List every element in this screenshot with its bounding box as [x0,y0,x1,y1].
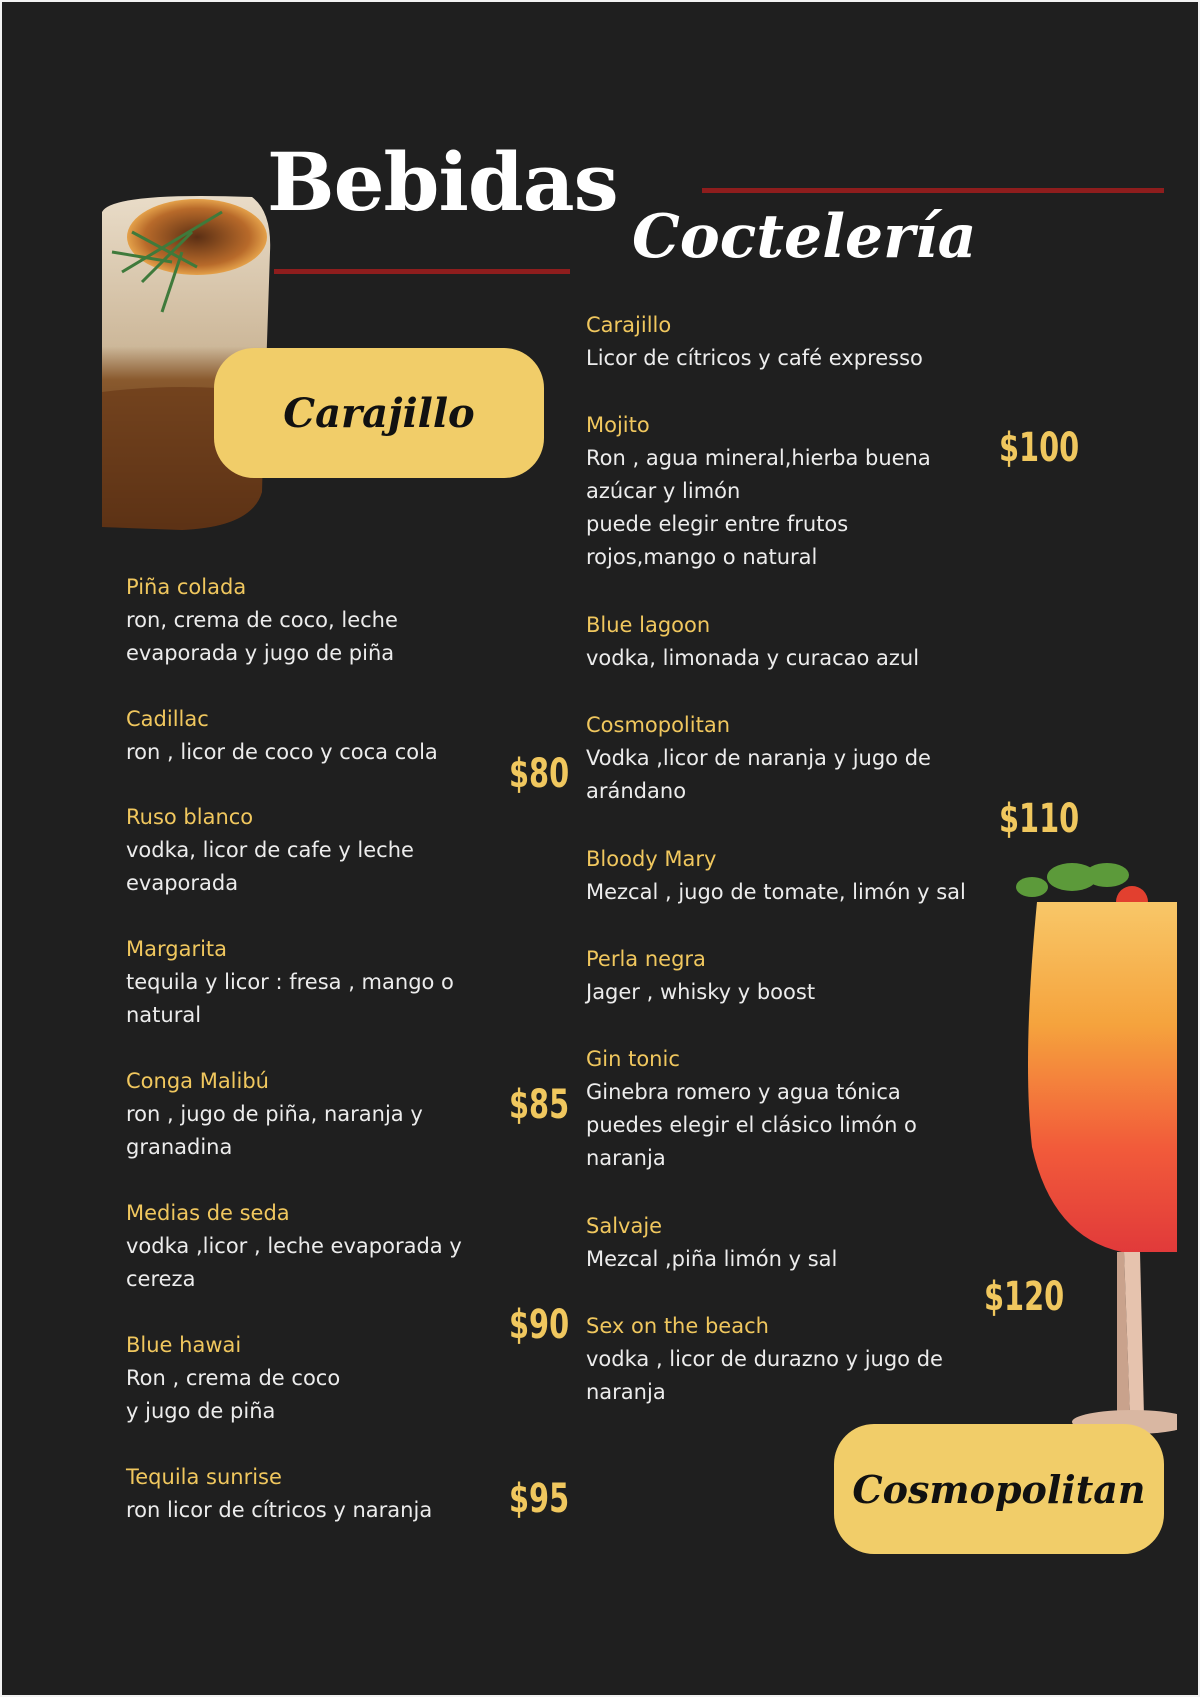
price-label: $100 [999,425,1080,471]
menu-item-name: Conga Malibú [126,1069,269,1093]
badge-carajillo [214,348,544,478]
menu-item [586,843,966,909]
menu-item [586,309,923,375]
menu-item-desc: ron , licor de coco y coca cola [126,740,438,764]
menu-item [586,1310,943,1409]
price-label: $110 [999,796,1080,842]
menu-item [126,1461,432,1527]
menu-item [586,943,815,1009]
price-label: $85 [509,1082,570,1128]
section-title: Coctelería [632,202,977,272]
menu-item-name: Cadillac [126,707,209,731]
menu-item-desc: vodka , licor de durazno y jugo de naranja [586,1347,943,1404]
menu-item-desc: Ron , crema de coco y jugo de piña [126,1366,341,1423]
menu-item-desc: vodka, licor de cafe y leche evaporada [126,838,414,895]
menu-item [126,933,454,1032]
menu-item-name: Salvaje [586,1214,663,1238]
menu-item-desc: Ron , agua mineral,hierba buena azúcar y limón puede elegir entre frutos rojos,mango o natural [586,446,931,569]
badge-cosmopolitan [834,1424,1164,1554]
price-label: $90 [509,1302,570,1348]
menu-item-desc: tequila y licor : fresa , mango o natural [126,970,454,1027]
menu-item-desc: vodka, limonada y curacao azul [586,646,920,670]
page-title: Bebidas [267,135,618,229]
menu-item [126,703,438,769]
divider-right [702,188,1164,193]
menu-item-desc: ron, crema de coco, leche evaporada y jugo de piña [126,608,398,665]
menu-item-name: Mojito [586,413,650,437]
menu-item [586,409,931,574]
menu-item-desc: ron licor de cítricos y naranja [126,1498,433,1522]
menu-item-name: Piña colada [126,575,247,599]
menu-item-name: Gin tonic [586,1047,680,1071]
price-label: $120 [984,1274,1065,1320]
menu-item-name: Blue lagoon [586,613,711,637]
menu-item-name: Cosmopolitan [586,713,731,737]
cocktail-drink-image [1012,857,1177,1457]
menu-item-name: Bloody Mary [586,847,717,871]
badge-cosmopolitan-label: Cosmopolitan [852,1466,1146,1512]
price-label: $95 [509,1476,570,1522]
badge-carajillo-label: Carajillo [283,389,475,437]
menu-item [126,1197,462,1296]
menu-page [2,2,1198,1695]
menu-item-desc: vodka ,licor , leche evaporada y cereza [126,1234,462,1291]
menu-item-desc: Mezcal , jugo de tomate, limón y sal [586,880,966,904]
menu-item-desc: Mezcal ,piña limón y sal [586,1247,838,1271]
menu-item-name: Margarita [126,937,228,961]
menu-item-desc: Jager , whisky y boost [586,980,816,1004]
menu-item-name: Sex on the beach [586,1314,769,1338]
menu-item-name: Perla negra [586,947,706,971]
menu-item-name: Carajillo [586,313,672,337]
menu-item-desc: Licor de cítricos y café expresso [586,346,923,370]
divider-left [274,269,570,274]
menu-item [586,1210,837,1276]
menu-item [126,1329,340,1428]
menu-item [126,801,414,900]
price-label: $80 [509,751,570,797]
menu-item-name: Tequila sunrise [126,1465,282,1489]
menu-item-desc: Ginebra romero y agua tónica puedes elegir el clásico limón o naranja [586,1080,917,1170]
menu-item-desc: ron , jugo de piña, naranja y granadina [126,1102,423,1159]
menu-item-name: Medias de seda [126,1201,290,1225]
menu-item [586,1043,917,1175]
menu-item [586,709,931,808]
menu-item [126,571,398,670]
menu-item-desc: Vodka ,licor de naranja y jugo de arándano [586,746,931,803]
menu-item [126,1065,423,1164]
menu-item [586,609,919,675]
menu-item-name: Blue hawai [126,1333,242,1357]
menu-item-name: Ruso blanco [126,805,254,829]
